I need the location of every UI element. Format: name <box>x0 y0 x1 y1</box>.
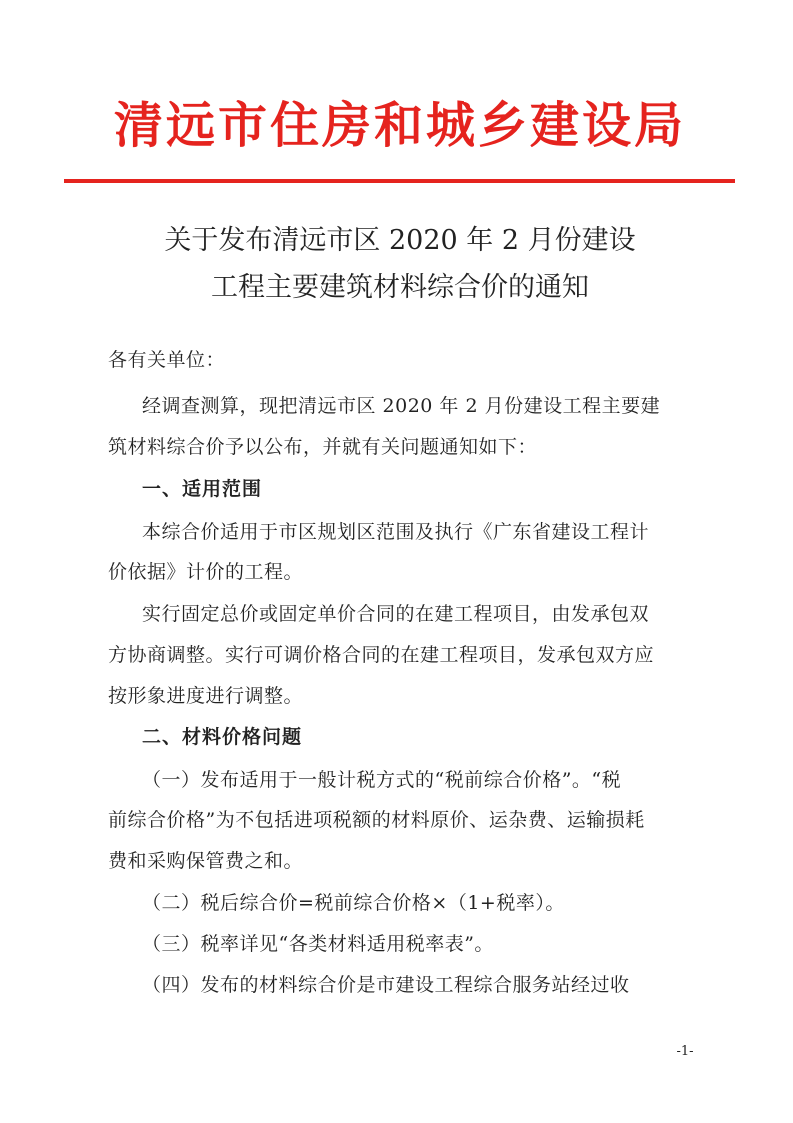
section-1-heading: 一、适用范围 <box>142 478 263 500</box>
organization-header: 清远市住房和城乡建设局 <box>113 96 686 154</box>
section-2-heading: 二、材料价格问题 <box>142 726 303 748</box>
section-1-paragraph-1-line-1: 本综合价适用于市区规划区范围及执行《广东省建设工程计 <box>142 521 650 543</box>
section-2-item-1-line-3: 费和采购保管费之和。 <box>108 850 304 872</box>
title-line-1: 关于发布清远市区 2020 年 2 月份建设 <box>164 225 636 256</box>
intro-line-2: 筑材料综合价予以公布，并就有关问题通知如下： <box>108 436 538 458</box>
page-number: -1- <box>676 1044 694 1059</box>
section-1-paragraph-2-line-2: 方协商调整。实行可调价格合同的在建工程项目，发承包双方应 <box>108 644 655 666</box>
document-title <box>60 222 740 307</box>
intro-line-1: 经调查测算，现把清远市区 2020 年 2 月份建设工程主要建 <box>142 395 661 417</box>
section-2-item-1-line-2: 前综合价格”为不包括进项税额的材料原价、运杂费、运输损耗 <box>108 809 645 831</box>
section-2-item-2: （二）税后综合价=税前综合价格×（1+税率）。 <box>142 892 565 914</box>
section-1-paragraph-2-line-3: 按形象进度进行调整。 <box>108 685 304 707</box>
section-2-item-3: （三）税率详见“各类材料适用税率表”。 <box>142 933 494 955</box>
header-red-rule <box>64 179 735 183</box>
section-2-item-1-line-1: （一）发布适用于一般计税方式的“税前综合价格”。“税 <box>142 769 622 791</box>
title-line-2: 工程主要建筑材料综合价的通知 <box>211 272 589 303</box>
section-1-paragraph-1-line-2: 价依据》计价的工程。 <box>108 561 304 583</box>
section-2-item-4-line-1: （四）发布的材料综合价是市建设工程综合服务站经过收 <box>142 974 630 996</box>
section-1-paragraph-2-line-1: 实行固定总价或固定单价合同的在建工程项目，由发承包双 <box>142 603 650 625</box>
salutation: 各有关单位： <box>108 349 226 371</box>
